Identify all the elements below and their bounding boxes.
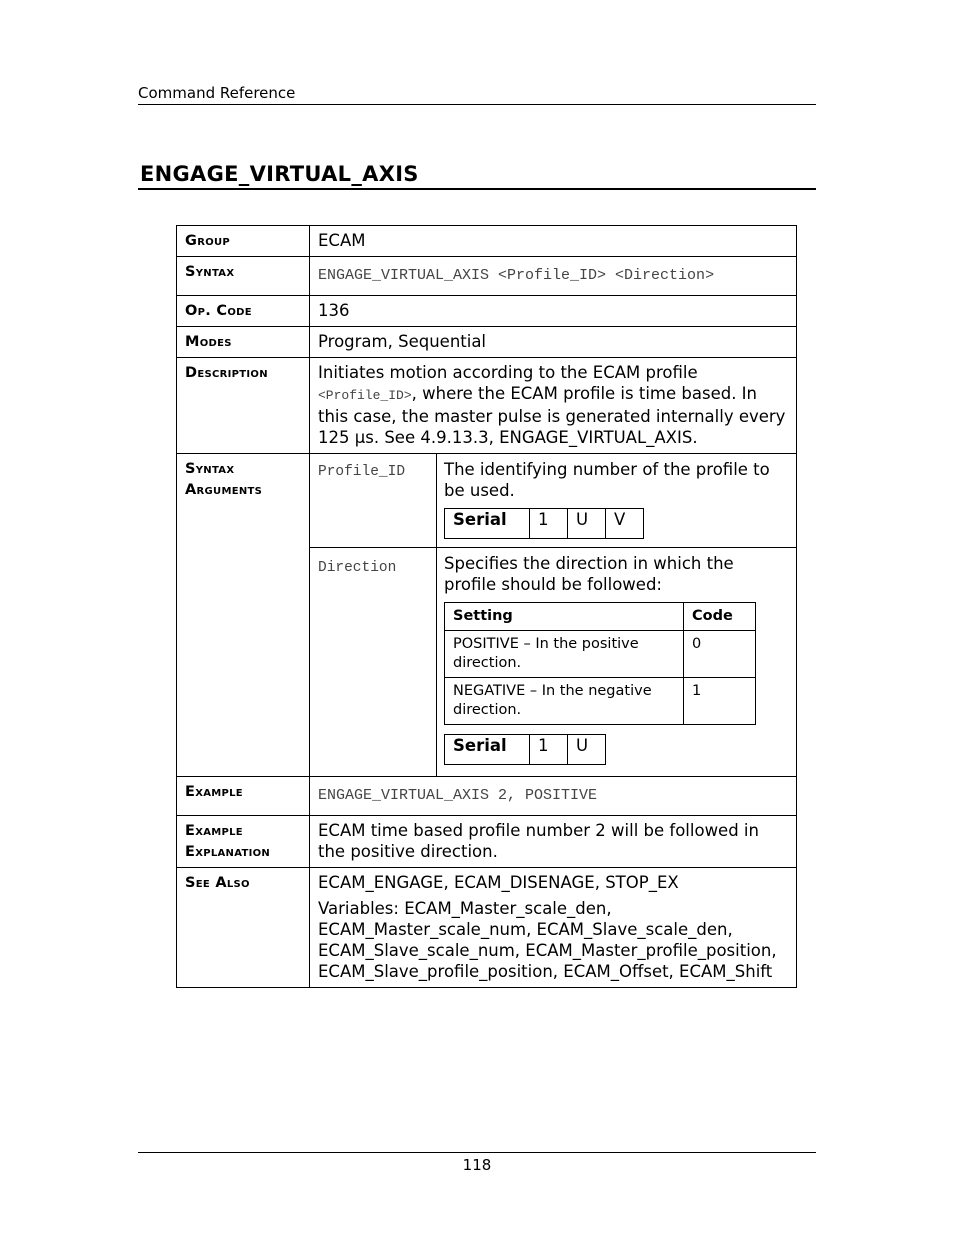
code-cell: 0	[684, 631, 756, 678]
micro-symbol: μ	[354, 428, 366, 447]
page-title: ENGAGE_VIRTUAL_AXIS	[140, 162, 419, 186]
serial-header: Serial	[445, 509, 530, 539]
profile-id-description: The identifying number of the profile to be used.	[444, 460, 770, 500]
syntax-label: Syntax	[177, 257, 310, 296]
code-cell: 1	[684, 678, 756, 725]
direction-description: Specifies the direction in which the profile should be followed:	[444, 554, 734, 594]
serial-cell: 1	[530, 509, 568, 539]
description-label: Description	[177, 358, 310, 454]
setting-cell: POSITIVE – In the positive direction.	[445, 631, 684, 678]
group-label: Group	[177, 226, 310, 257]
serial-cell: 1	[530, 735, 568, 765]
direction-serial-table	[444, 734, 606, 765]
see-also-row	[177, 868, 797, 988]
example-label: Example	[177, 777, 310, 816]
arguments-table	[310, 454, 796, 776]
description-code: <Profile_ID>	[318, 388, 412, 403]
opcode-value: 136	[310, 296, 797, 327]
description-row	[177, 358, 797, 454]
setting-cell: NEGATIVE – In the negative direction.	[445, 678, 684, 725]
syntax-row	[177, 257, 797, 296]
footer-rule	[138, 1152, 816, 1153]
code-column-header: Code	[684, 603, 756, 631]
syntax-value: ENGAGE_VIRTUAL_AXIS <Profile_ID> <Direction>	[310, 257, 797, 296]
description-text-3: s. See 4.9.13.3, ENGAGE_VIRTUAL_AXIS.	[365, 428, 698, 447]
serial-cell: U	[568, 509, 606, 539]
setting-column-header: Setting	[445, 603, 684, 631]
table-row	[445, 678, 756, 725]
example-explanation-value: ECAM time based profile number 2 will be followed in the positive direction.	[310, 816, 797, 868]
see-also-value	[310, 868, 797, 988]
serial-header: Serial	[445, 735, 530, 765]
example-explanation-label-line1: Example	[185, 823, 243, 839]
example-explanation-label-line2: Explanation	[185, 844, 271, 860]
page-number: 118	[462, 1156, 492, 1174]
setting-header-row	[445, 603, 756, 631]
opcode-label: Op. Code	[177, 296, 310, 327]
modes-row	[177, 327, 797, 358]
syntax-arguments-value	[310, 454, 797, 777]
command-table	[176, 225, 797, 988]
syntax-arguments-label-line2: Arguments	[185, 482, 263, 498]
argument-name-profile-id: Profile_ID	[310, 454, 437, 548]
argument-desc-direction	[437, 548, 797, 777]
group-value: ECAM	[310, 226, 797, 257]
see-also-commands: ECAM_ENGAGE, ECAM_DISENAGE, STOP_EX	[318, 873, 679, 892]
argument-row-direction	[310, 548, 796, 777]
description-value	[310, 358, 797, 454]
profile-id-serial-table	[444, 508, 644, 539]
syntax-arguments-label	[177, 454, 310, 777]
example-row	[177, 777, 797, 816]
argument-name-direction: Direction	[310, 548, 437, 777]
modes-value: Program, Sequential	[310, 327, 797, 358]
direction-setting-table	[444, 602, 756, 725]
table-row	[445, 631, 756, 678]
argument-row-profile-id	[310, 454, 796, 548]
modes-label: Modes	[177, 327, 310, 358]
opcode-row	[177, 296, 797, 327]
description-text-1: Initiates motion according to the ECAM profile	[318, 363, 698, 382]
syntax-arguments-label-line1: Syntax	[185, 461, 235, 477]
group-row	[177, 226, 797, 257]
example-value: ENGAGE_VIRTUAL_AXIS 2, POSITIVE	[310, 777, 797, 816]
see-also-label: See Also	[177, 868, 310, 988]
argument-desc-profile-id	[437, 454, 797, 548]
serial-cell: U	[568, 735, 606, 765]
see-also-variables: Variables: ECAM_Master_scale_den, ECAM_Master_scale_num, ECAM_Slave_scale_den, ECAM_Slave_scale_num, ECAM_Master_profile_position, ECAM_Slave_profile_position, ECAM_Offset, ECAM_Shift	[318, 899, 777, 981]
example-explanation-row	[177, 816, 797, 868]
serial-cell: V	[606, 509, 644, 539]
example-explanation-label	[177, 816, 310, 868]
running-header: Command Reference	[138, 83, 816, 105]
syntax-arguments-row	[177, 454, 797, 777]
title-rule	[138, 188, 816, 190]
description-text-2: , where the ECAM profile is time based. In this case, the master pulse is generated internally every 125	[318, 384, 786, 447]
